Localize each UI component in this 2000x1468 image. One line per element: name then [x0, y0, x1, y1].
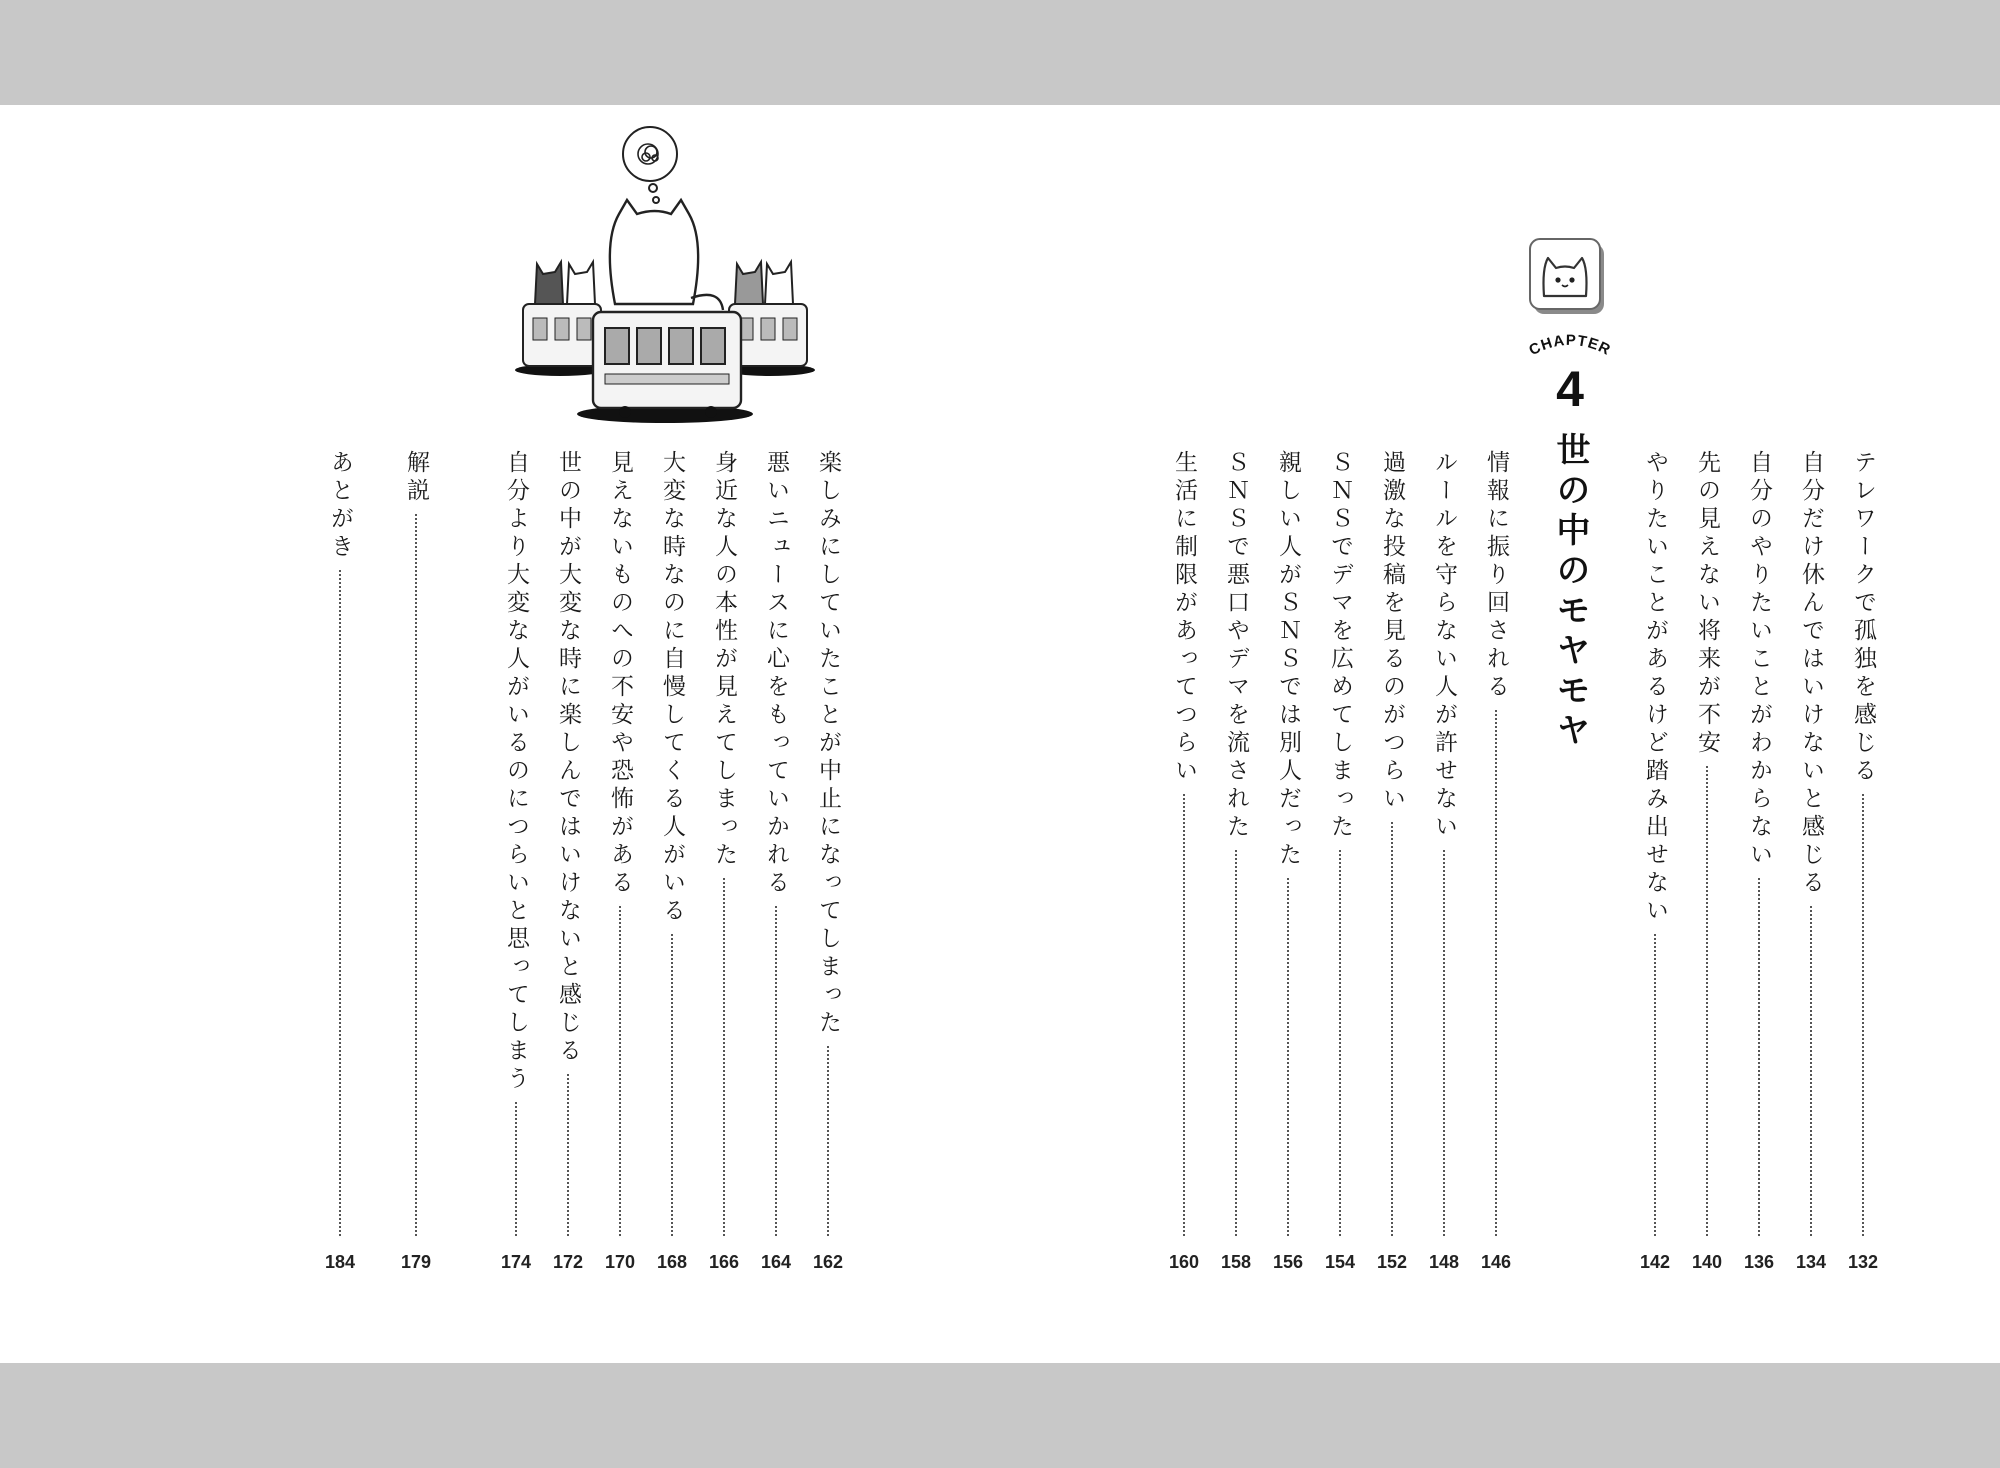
toc-entry[interactable] [600, 450, 640, 1272]
toc-entry-title: 情報に振り回される [1483, 450, 1509, 702]
dot-leader [1758, 878, 1760, 1236]
dot-leader [723, 878, 725, 1236]
toc-entry[interactable] [1320, 450, 1360, 1272]
cat-face-icon [1528, 236, 1608, 318]
toc-entry[interactable] [1791, 450, 1831, 1272]
toc-entry[interactable] [1687, 450, 1727, 1272]
toc-entry[interactable] [756, 450, 796, 1272]
dot-leader [1235, 850, 1237, 1236]
toc-entry-page: 136 [1743, 1252, 1775, 1272]
toc-entry[interactable] [1372, 450, 1412, 1272]
toc-entry[interactable] [808, 450, 848, 1272]
toc-entry-page: 152 [1376, 1252, 1408, 1272]
toc-entry[interactable] [320, 450, 360, 1272]
toc-entry[interactable] [1216, 450, 1256, 1272]
toc-entry-title: 自分のやりたいことがわからない [1746, 450, 1772, 870]
dot-leader [515, 1102, 517, 1236]
dot-leader [415, 514, 417, 1236]
toc-entry-page: 146 [1480, 1252, 1512, 1272]
toc-entry-page: 134 [1795, 1252, 1827, 1272]
dot-leader [1287, 878, 1289, 1236]
toc-entry-title: あとがき [327, 450, 353, 562]
toc-entry-title: 親しい人がＳＮＳでは別人だった [1275, 450, 1301, 870]
toc-entry[interactable] [1739, 450, 1779, 1272]
toc-entry[interactable] [1424, 450, 1464, 1272]
toc-entry-title: 先の見えない将来が不安 [1694, 450, 1720, 758]
toc-entry-title: 過激な投稿を見るのがつらい [1379, 450, 1405, 814]
bottom-gray-band [0, 1363, 2000, 1468]
toc-entry-title: ルールを守らない人が許せない [1431, 450, 1457, 842]
toc-entry[interactable] [1164, 450, 1204, 1272]
toc-entry-title: ＳＮＳでデマを広めてしまった [1327, 450, 1353, 842]
dot-leader [1862, 794, 1864, 1236]
toc-entry-title: 大変な時なのに自慢してくる人がいる [659, 450, 685, 926]
toc-entry-page: 166 [708, 1252, 740, 1272]
dot-leader [339, 570, 341, 1236]
toc-entry-title: ＳＮＳで悪口やデマを流された [1223, 450, 1249, 842]
toc-entry-title: テレワークで孤独を感じる [1850, 450, 1876, 786]
toc-entry-page: 179 [400, 1252, 432, 1272]
toc-entry-page: 172 [552, 1252, 584, 1272]
chapter-label: CHAPTER [1526, 331, 1614, 360]
dot-leader [1495, 710, 1497, 1236]
dot-leader [1443, 850, 1445, 1236]
toc-entry-title: 生活に制限があってつらい [1171, 450, 1197, 786]
toc-entry-title: 身近な人の本性が見えてしまった [711, 450, 737, 870]
toc-entry[interactable] [704, 450, 744, 1272]
toc-entry-page: 158 [1220, 1252, 1252, 1272]
toc-entry-title: 解説 [403, 450, 429, 506]
toc-entry-page: 170 [604, 1252, 636, 1272]
toc-entry[interactable] [396, 450, 436, 1272]
toc-entry-page: 184 [324, 1252, 356, 1272]
toc-entry-page: 140 [1691, 1252, 1723, 1272]
toc-entry-page: 164 [760, 1252, 792, 1272]
dot-leader [1391, 822, 1393, 1236]
toc-entry-page: 168 [656, 1252, 688, 1272]
dot-leader [827, 1046, 829, 1236]
dot-leader [775, 906, 777, 1236]
dot-leader [671, 934, 673, 1236]
toc-entry-page: 148 [1428, 1252, 1460, 1272]
chapter-heading: 世の中のモヤモヤ [1550, 432, 1590, 752]
toc-entry-title: 悪いニュースに心をもっていかれる [763, 450, 789, 898]
dot-leader [1810, 906, 1812, 1236]
toc-entry[interactable] [1635, 450, 1675, 1272]
dot-leader [567, 1074, 569, 1236]
toc-entry[interactable] [652, 450, 692, 1272]
toc-entry[interactable] [1843, 450, 1883, 1272]
toc-entry-title: 楽しみにしていたことが中止になってしまった [815, 450, 841, 1038]
dot-leader [1339, 850, 1341, 1236]
toc-entry-page: 162 [812, 1252, 844, 1272]
toc-entry[interactable] [548, 450, 588, 1272]
top-gray-band [0, 0, 2000, 105]
toc-entry[interactable] [496, 450, 536, 1272]
toc-entry-page: 142 [1639, 1252, 1671, 1272]
cats-on-train-illustration [515, 122, 815, 432]
dot-leader [1654, 934, 1656, 1236]
dot-leader [1706, 766, 1708, 1236]
chapter-number: 4 [1556, 361, 1584, 412]
toc-entry[interactable] [1268, 450, 1308, 1272]
dot-leader [1183, 794, 1185, 1236]
toc-entry-title: 自分だけ休んではいけないと感じる [1798, 450, 1824, 898]
toc-entry-title: 自分より大変な人がいるのにつらいと思ってしまう [503, 450, 529, 1094]
toc-entry-title: 見えないものへの不安や恐怖がある [607, 450, 633, 898]
toc-entry-page: 154 [1324, 1252, 1356, 1272]
toc-entry-title: 世の中が大変な時に楽しんではいけないと感じる [555, 450, 581, 1066]
toc-entry[interactable] [1476, 450, 1516, 1272]
toc-entry-page: 174 [500, 1252, 532, 1272]
dot-leader [619, 906, 621, 1236]
toc-entry-page: 156 [1272, 1252, 1304, 1272]
toc-entry-page: 132 [1847, 1252, 1879, 1272]
toc-entry-page: 160 [1168, 1252, 1200, 1272]
chapter-mark [1515, 322, 1625, 412]
toc-entry-title: やりたいことがあるけど踏み出せない [1642, 450, 1668, 926]
